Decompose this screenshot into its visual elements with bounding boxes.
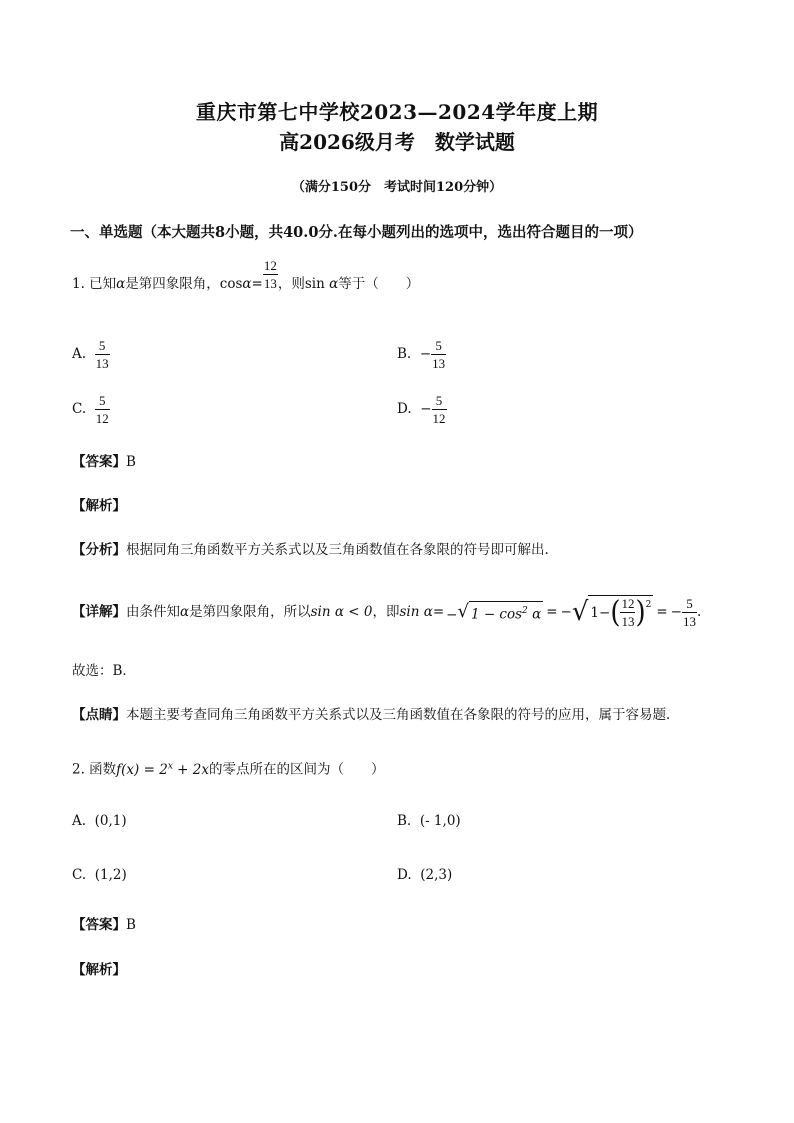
- cos-fraction: [263, 258, 278, 291]
- exam-meta: （满分150分 考试时间120分钟）: [291, 180, 503, 195]
- jiexi-tag: 【解析】: [72, 962, 126, 978]
- q1-xiangjie: 【详解】 由条件知 α 是第四象限角，所以 sin α < 0 ，即 sin α = − √ $1 - \cos^2 \alpha$ = − √ 1− ( $\frac{12}{13}$ ) $^2$ = − $\frac{5}{13}$ .: [72, 595, 702, 630]
- option-label: B.: [397, 813, 412, 829]
- q2-option-b: [397, 812, 461, 830]
- result-fraction: $\frac{5}{13}$: [682, 595, 696, 629]
- option-label: C.: [72, 401, 87, 417]
- q2-answer: [72, 916, 136, 934]
- sin-expression: sin α: [399, 604, 433, 620]
- xiangjie-text-c: ，即: [372, 604, 400, 620]
- q2-option-a: [72, 812, 127, 830]
- alpha-symbol: α: [242, 276, 252, 292]
- q1-stem-b: 是第四象限角，: [125, 276, 220, 292]
- option-interval: (2,3): [420, 867, 453, 883]
- answer-tag: 【答案】: [72, 917, 126, 933]
- q1-stem-d: 等于（ ）: [338, 276, 420, 292]
- option-fraction: $\frac{5}{12}$: [432, 393, 446, 426]
- fraction-denominator: 13: [263, 276, 277, 291]
- sqrt-fraction-expression: 1− ( $\frac{12}{13}$ ) $^2$: [590, 595, 652, 630]
- fenxi-text: 根据同角三角函数平方关系式以及三角函数值在各象限的符号即可解出.: [126, 542, 549, 558]
- q1-stem: [72, 258, 420, 301]
- sin-symbol: sin: [304, 276, 325, 292]
- exam-subtitle: 高2026级月考 数学试题: [279, 130, 515, 154]
- jiexi-tag: 【解析】: [72, 498, 126, 514]
- answer-value: B: [126, 454, 136, 470]
- q1-fenxi: [72, 541, 549, 559]
- alpha-symbol: α: [180, 604, 190, 620]
- q2-stem-a: 2. 函数: [72, 761, 117, 778]
- function-expression: $f(x) = 2^x + 2x$: [116, 761, 209, 778]
- option-fraction: $\frac{5}{13}$: [432, 338, 446, 371]
- q2-option-c: [72, 866, 127, 884]
- q1-option-c: [72, 393, 110, 426]
- option-label: C.: [72, 867, 87, 883]
- option-label: D.: [397, 401, 412, 417]
- option-fraction: $\frac{5}{12}$: [95, 393, 109, 426]
- fraction-numerator: 12: [263, 258, 277, 273]
- alpha-symbol: α: [116, 276, 126, 292]
- option-label: A.: [72, 346, 87, 362]
- answer-value: B: [126, 917, 136, 933]
- q1-stem-a: 1. 已知: [72, 276, 117, 292]
- xiangjie-text-b: 是第四象限角，所以: [189, 604, 311, 620]
- q1-option-a: [72, 338, 110, 371]
- option-interval: (- 1,0): [419, 813, 461, 829]
- alpha-symbol: α: [329, 276, 339, 292]
- q2-stem-b: 的零点所在的区间为（ ）: [209, 761, 385, 778]
- option-label: D.: [397, 867, 412, 883]
- option-interval: (0,1): [94, 813, 127, 829]
- q1-conclusion: 故选：B．: [72, 663, 136, 679]
- dianjing-text: 本题主要考查同角三角函数平方关系式以及三角函数值在各象限的符号的应用，属于容易题．: [126, 707, 680, 723]
- sqrt-expression: $1 - \cos^2 \alpha$: [469, 601, 543, 624]
- sin-inequality: sin α < 0: [310, 604, 373, 620]
- xiangjie-tag: 【详解】: [72, 604, 126, 620]
- q1-stem-c: ，则: [277, 276, 305, 292]
- equals-sign: =: [251, 276, 263, 292]
- q2-option-d: [397, 866, 452, 884]
- xiangjie-text-a: 由条件知: [126, 604, 180, 620]
- option-fraction: $\frac{5}{13}$: [95, 338, 109, 371]
- q1-option-d: D. − $\frac{5}{12}$: [397, 393, 446, 426]
- option-label: A.: [72, 813, 87, 829]
- option-interval: (1,2): [94, 867, 127, 883]
- dianjing-tag: 【点睛】: [72, 707, 126, 723]
- q2-jiexi: [72, 961, 126, 979]
- q1-dianjing: [72, 706, 680, 724]
- option-label: B.: [397, 346, 412, 362]
- q2-stem: [72, 757, 385, 779]
- q1-answer: [72, 453, 136, 471]
- fenxi-tag: 【分析】: [72, 542, 126, 558]
- answer-tag: 【答案】: [72, 454, 126, 470]
- exam-title: 重庆市第七中学校2023—2024学年度上期: [195, 100, 599, 124]
- cos-symbol: cos: [219, 276, 243, 292]
- section-heading: 一、单选题（本大题共8小题，共40.0分.在每小题列出的选项中，选出符合题目的一项）: [70, 224, 643, 241]
- q1-option-b: B. − $\frac{5}{13}$: [397, 338, 446, 371]
- q1-jiexi: [72, 497, 126, 515]
